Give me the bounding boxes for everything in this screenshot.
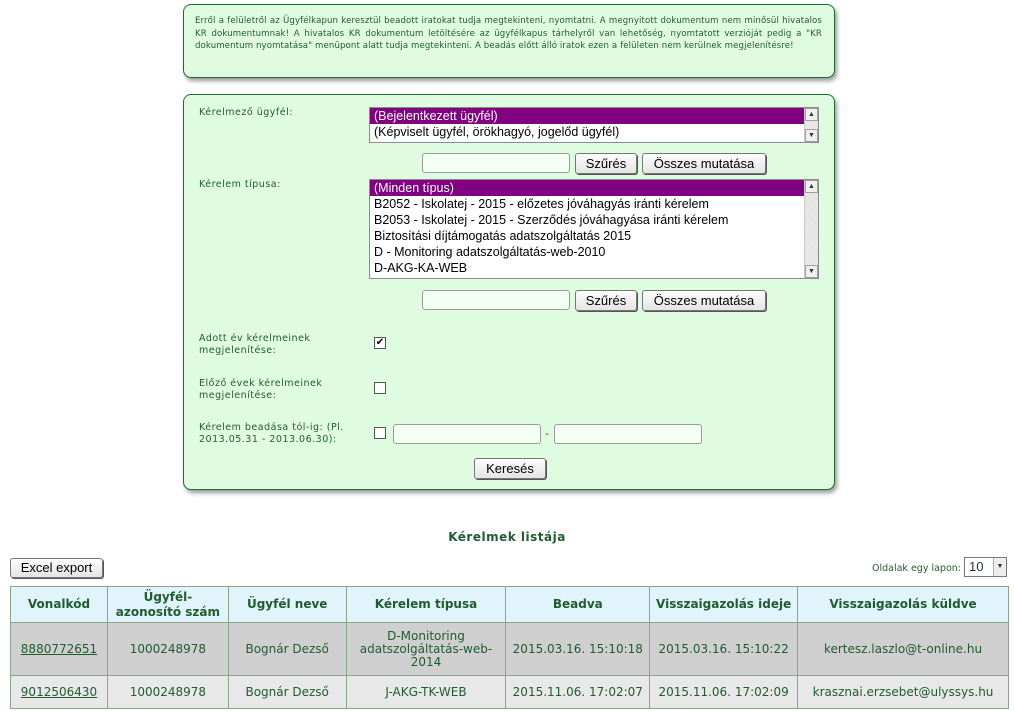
barcode-link[interactable]: 8880772651 — [20, 641, 98, 656]
client-option[interactable]: (Bejelentkezett ügyfél) — [370, 108, 818, 124]
type-option[interactable]: B2052 - Iskolatej - 2015 - előzetes jóváhagyás iránti kérelem — [374, 197, 709, 211]
scroll-down-icon[interactable]: ▼ — [805, 265, 818, 278]
client-label: Kérelmező ügyfél: — [199, 107, 293, 118]
scroll-up-icon[interactable]: ▲ — [805, 180, 818, 193]
type-option[interactable]: D - Monitoring adatszolgáltatás-web-2010 — [374, 245, 606, 259]
client-id-cell: 1000248978 — [107, 676, 228, 709]
type-filter-button[interactable]: Szűrés — [575, 290, 637, 311]
current-year-label: Adott év kérelmeinek megjelenítése: — [199, 333, 311, 356]
type-option[interactable]: (Minden típus) — [370, 180, 818, 196]
filter-form — [183, 94, 835, 490]
scroll-down-icon[interactable]: ▼ — [805, 129, 818, 142]
type-show-all-button[interactable]: Összes mutatása — [642, 290, 766, 311]
date-range-label: Kérelem beadása tól-ig: (Pl. 2013.05.31 - 2013.06.30): — [199, 422, 344, 445]
per-page-label: Oldalak egy lapon: — [872, 563, 961, 574]
per-page-value: 10 — [969, 559, 984, 574]
column-header-client-id[interactable]: Ügyfél-azonosító szám — [107, 587, 228, 623]
type-listbox[interactable] — [369, 179, 819, 279]
info-notice — [183, 4, 835, 78]
column-header-confirm-sent[interactable]: Visszaigazolás küldve — [798, 587, 1009, 623]
previous-years-checkbox[interactable] — [374, 382, 386, 394]
client-listbox[interactable] — [369, 107, 819, 143]
client-name-cell: Bognár Dezső — [228, 623, 346, 676]
confirm-sent-cell: krasznai.erzsebet@ulyssys.hu — [798, 676, 1009, 709]
type-cell: J-AKG-TK-WEB — [346, 676, 506, 709]
table-header-row — [11, 587, 1009, 623]
previous-years-label: Előző évek kérelmeinek megjelenítése: — [199, 378, 323, 401]
date-separator: - — [545, 427, 550, 440]
client-filter-input[interactable] — [422, 153, 570, 173]
confirm-time-cell: 2015.11.06. 17:02:09 — [650, 676, 798, 709]
column-header-confirm-time[interactable]: Visszaigazolás ideje — [650, 587, 798, 623]
type-label: Kérelem típusa: — [199, 179, 281, 190]
column-header-barcode[interactable]: Vonalkód — [11, 587, 108, 623]
type-scrollbar[interactable] — [804, 180, 818, 278]
client-id-cell: 1000248978 — [107, 623, 228, 676]
client-name-cell: Bognár Dezső — [228, 676, 346, 709]
column-header-client-name[interactable]: Ügyfél neve — [228, 587, 346, 623]
client-filter-button[interactable]: Szűrés — [575, 153, 637, 174]
type-option[interactable]: D-AKG-KA-WEB — [374, 261, 468, 275]
submitted-cell: 2015.11.06. 17:02:07 — [506, 676, 650, 709]
client-option[interactable]: (Képviselt ügyfél, örökhagyó, jogelőd ügyfél) — [374, 125, 620, 139]
type-option[interactable]: Biztosítási díjtámogatás adatszolgáltatás 2015 — [374, 229, 632, 243]
date-range-checkbox[interactable] — [374, 427, 386, 439]
client-show-all-button[interactable]: Összes mutatása — [642, 153, 766, 174]
column-header-submitted[interactable]: Beadva — [506, 587, 650, 623]
current-year-checkbox[interactable]: ✔ — [375, 337, 385, 348]
list-title: Kérelmek listája — [448, 530, 566, 544]
date-to-input[interactable] — [554, 424, 702, 444]
info-text: Erről a felületről az Ügyfélkapun keresztül beadott iratokat tudja megtekinteni, nyomtatni. A megnyitott dokumentum nem minősül hivatalos KR dokumentumnak! A hivatalos KR dokumentum letöltésére az ügyfélkapus tárhelyről van lehetőség, nyomtatott verzióját pedig a "KR dokumentum nyomtatása" menüpont alatt tudja megtekinteni. A beadás előtt álló iratok ezen a felületen nem kerülnek megjelenítésre! — [195, 16, 822, 52]
type-filter-input[interactable] — [422, 290, 570, 310]
submitted-cell: 2015.03.16. 15:10:18 — [506, 623, 650, 676]
date-from-input[interactable] — [393, 424, 541, 444]
results-table — [10, 586, 1009, 709]
column-header-type[interactable]: Kérelem típusa — [346, 587, 506, 623]
scroll-up-icon[interactable]: ▲ — [805, 108, 818, 121]
confirm-sent-cell: kertesz.laszlo@t-online.hu — [798, 623, 1009, 676]
table-row — [11, 676, 1009, 709]
excel-export-button[interactable]: Excel export — [10, 558, 103, 578]
barcode-link[interactable]: 9012506430 — [20, 684, 98, 699]
barcode-cell — [11, 676, 108, 709]
type-option[interactable]: B2053 - Iskolatej - 2015 - Szerződés jóváhagyása iránti kérelem — [374, 213, 729, 227]
barcode-cell — [11, 623, 108, 676]
chevron-down-icon[interactable]: ▼ — [993, 558, 1006, 576]
table-row — [11, 623, 1009, 676]
type-cell: D-Monitoring adatszolgáltatás-web-2014 — [346, 623, 506, 676]
confirm-time-cell: 2015.03.16. 15:10:22 — [650, 623, 798, 676]
client-scrollbar[interactable] — [804, 108, 818, 142]
per-page-select[interactable] — [964, 557, 1007, 577]
search-button[interactable]: Keresés — [474, 458, 546, 479]
